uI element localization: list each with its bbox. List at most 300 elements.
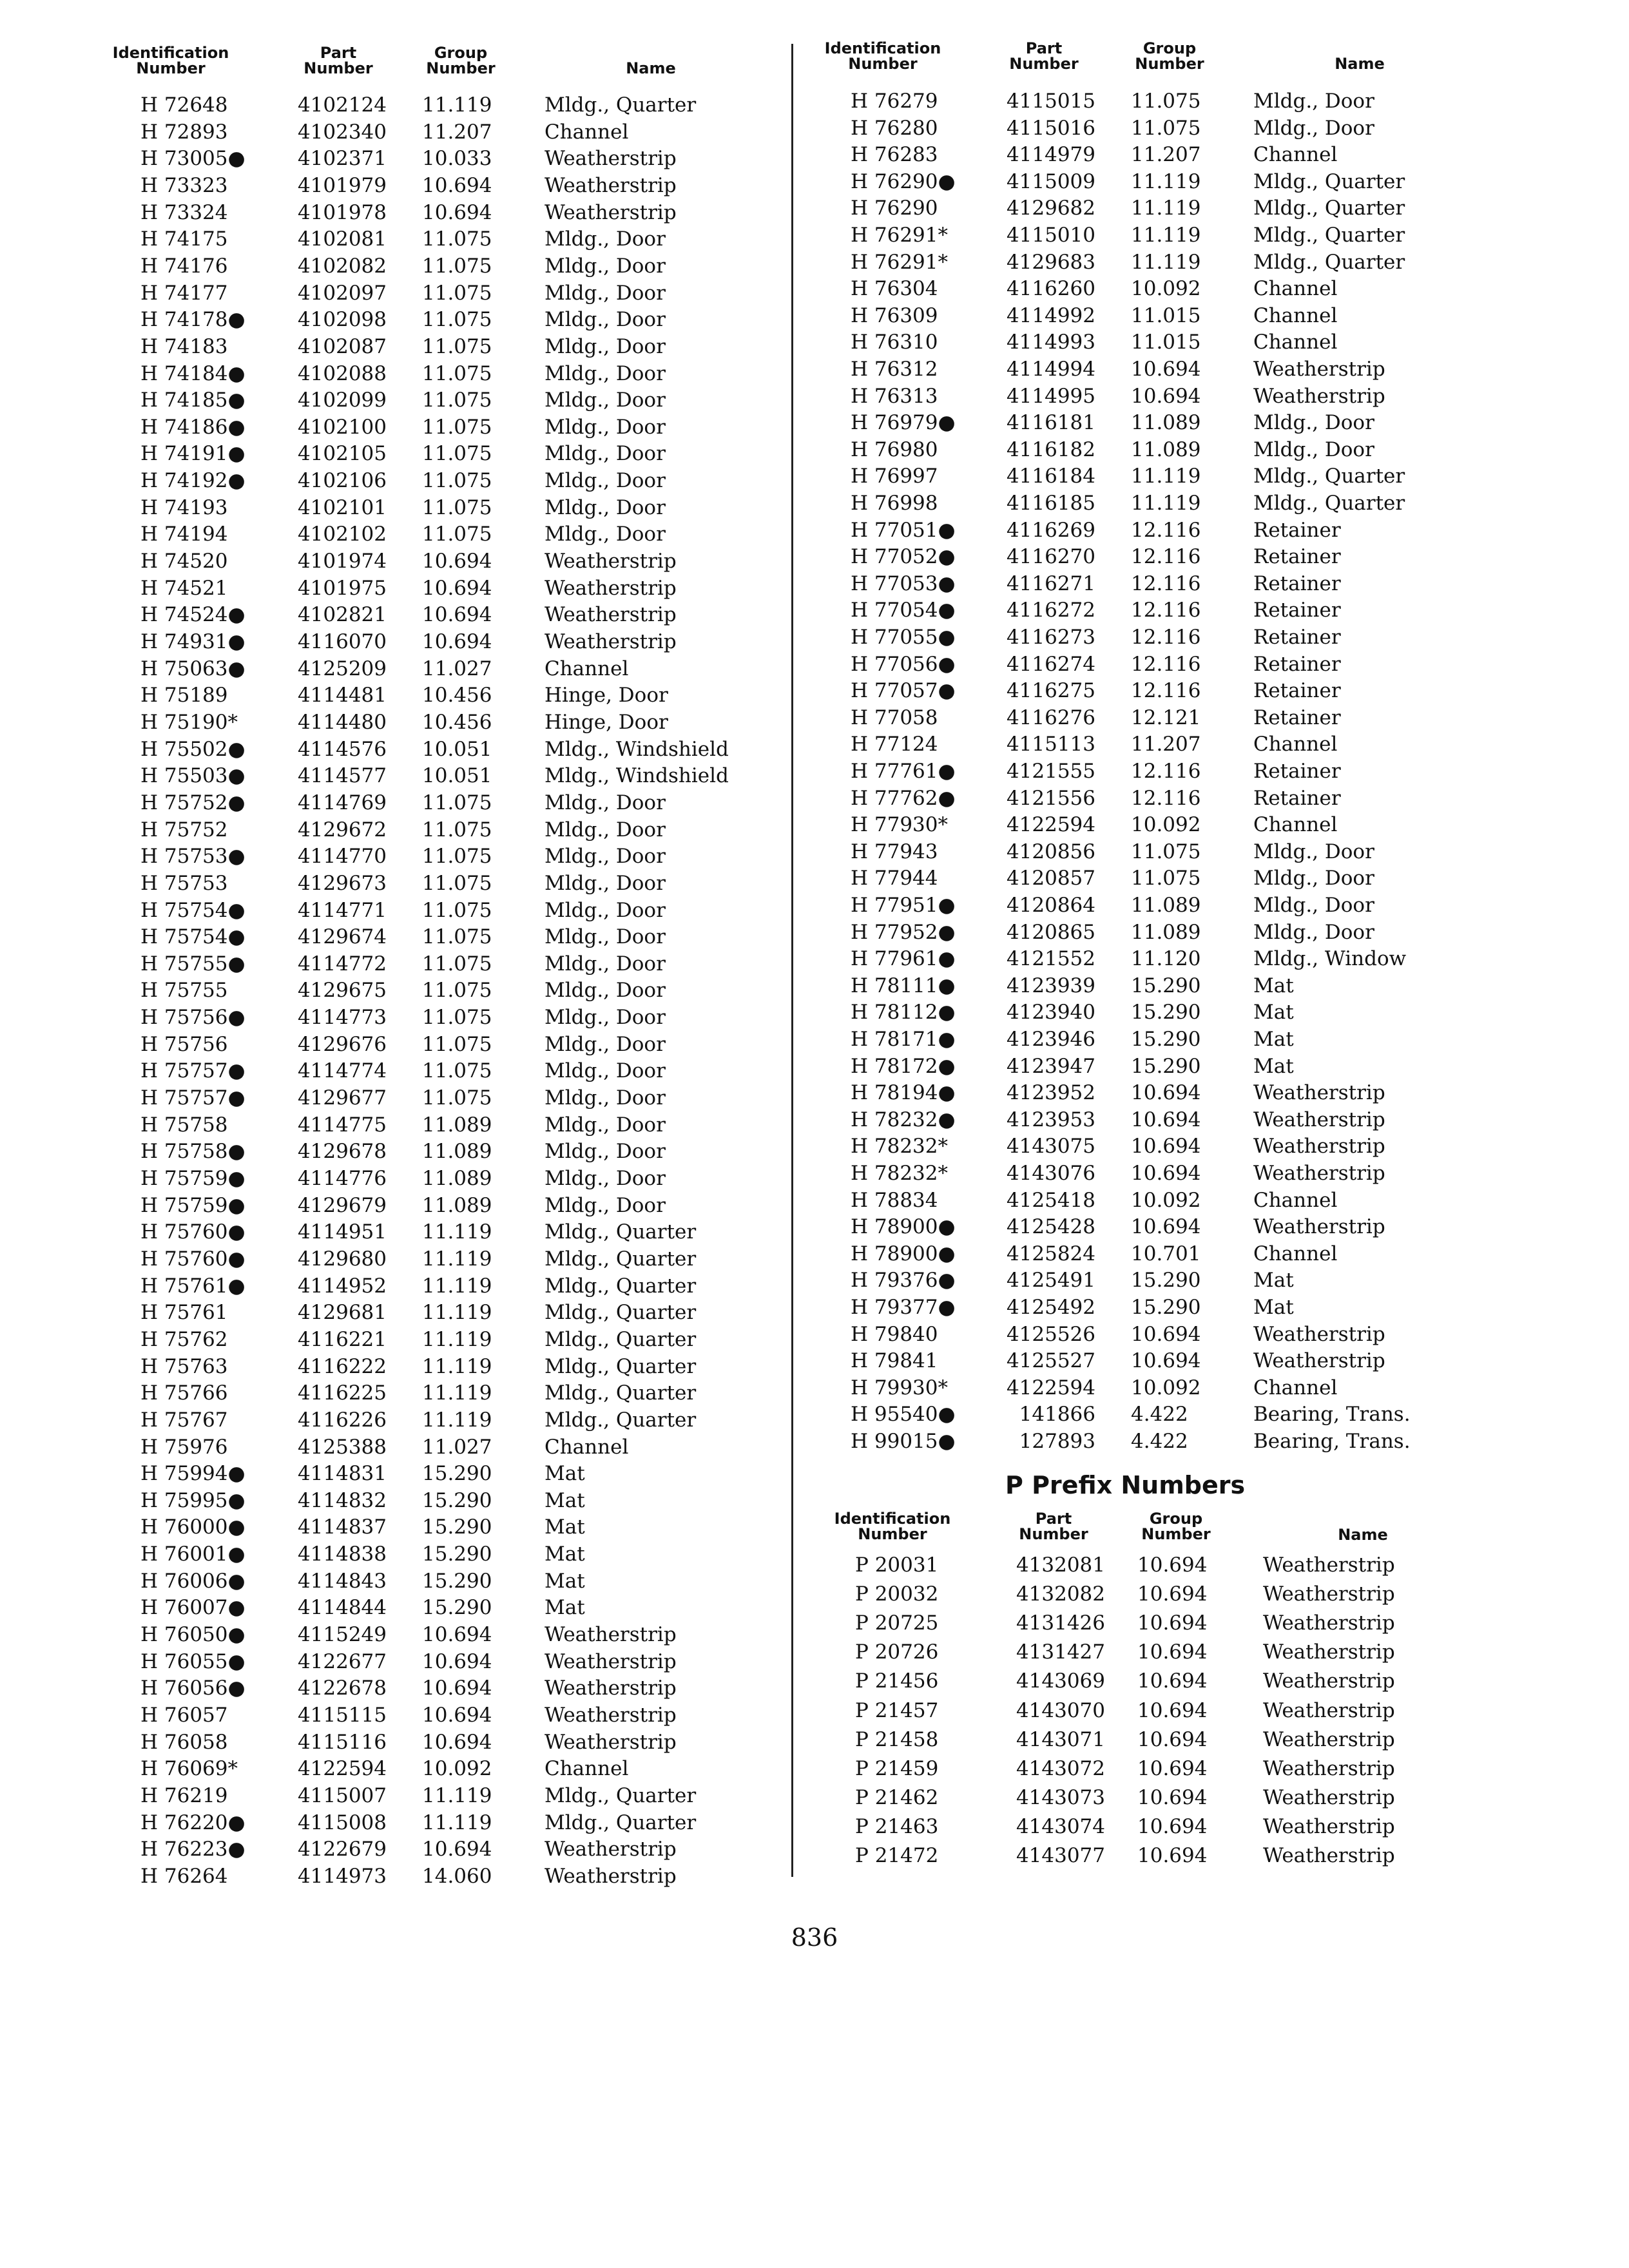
cell-part-number: 4102087 [297, 334, 387, 358]
cell-part-number: 4122677 [297, 1649, 387, 1673]
table-row [809, 88, 1472, 115]
cell-name: Weatherstrip [545, 550, 677, 573]
cell-group-number: 11.089 [1131, 920, 1201, 944]
cell-group-number: 11.207 [1131, 143, 1201, 167]
table-row [809, 705, 1472, 731]
cell-group-number: 11.075 [422, 334, 492, 358]
cell-name: Channel [1253, 1188, 1338, 1212]
cell-part-number: 4114831 [297, 1462, 387, 1486]
table-row [809, 410, 1472, 436]
table-row [97, 1702, 741, 1729]
cell-group-number: 15.290 [422, 1515, 492, 1539]
cell-name: Mldg., Door [545, 442, 666, 466]
table-row [97, 1380, 741, 1407]
cell-part-number: 4120864 [1006, 894, 1095, 917]
cell-group-number: 10.694 [1137, 1727, 1208, 1751]
cell-group-number: 10.051 [422, 764, 492, 788]
cell-name: Channel [1253, 733, 1338, 756]
cell-group-number: 10.092 [422, 1757, 492, 1781]
table-row [809, 195, 1472, 222]
cell-name: Weatherstrip [1253, 1322, 1385, 1346]
cell-name: Channel [545, 120, 629, 144]
cell-group-number: 12.116 [1131, 572, 1201, 595]
cell-name: Mldg., Door [1253, 867, 1374, 890]
cell-group-number: 11.075 [422, 791, 492, 814]
table-row [809, 1321, 1472, 1348]
cell-identification-number: H 77056● [851, 652, 956, 676]
cell-identification-number: H 76980 [851, 437, 938, 461]
table-row [809, 1552, 1472, 1579]
cell-part-number: 4114769 [297, 791, 387, 814]
cell-group-number: 10.694 [422, 550, 492, 573]
cell-group-number: 10.694 [422, 200, 492, 224]
cell-name: Weatherstrip [1263, 1611, 1395, 1635]
cell-identification-number: P 20031 [855, 1553, 939, 1577]
table-row [97, 441, 741, 467]
cell-name: Mldg., Door [1253, 894, 1374, 917]
cell-group-number: 11.075 [422, 871, 492, 895]
cell-part-number: 4116184 [1006, 465, 1095, 488]
cell-name: Weatherstrip [1263, 1844, 1395, 1867]
cell-group-number: 10.694 [1137, 1785, 1208, 1809]
cell-name: Weatherstrip [545, 1838, 677, 1861]
table-row [97, 1032, 741, 1058]
table-row [97, 1246, 741, 1273]
cell-name: Hinge, Door [545, 710, 668, 734]
cell-group-number: 11.075 [422, 979, 492, 1003]
cell-name: Mldg., Quarter [545, 1247, 697, 1271]
table-row [809, 1294, 1472, 1321]
cell-identification-number: H 76291* [851, 250, 949, 274]
cell-name: Weatherstrip [545, 1864, 677, 1888]
cell-identification-number: H 77930* [851, 813, 949, 837]
table-row [97, 1193, 741, 1219]
cell-part-number: 4102097 [297, 281, 387, 305]
table-row [97, 1810, 741, 1836]
cell-identification-number: H 75503● [140, 764, 246, 788]
cell-name: Mldg., Quarter [545, 1381, 697, 1405]
header-name: Name [1335, 55, 1385, 73]
cell-part-number: 4102102 [297, 523, 387, 546]
cell-identification-number: H 75502● [140, 737, 246, 761]
table-row [97, 1085, 741, 1111]
cell-group-number: 10.694 [422, 1704, 492, 1727]
cell-group-number: 11.119 [422, 1327, 492, 1351]
cell-group-number: 10.694 [1131, 1108, 1201, 1131]
cell-part-number: 4114772 [297, 952, 387, 975]
cell-identification-number: H 73005● [140, 147, 246, 171]
table-row [809, 919, 1472, 946]
table-row [809, 1756, 1472, 1782]
cell-group-number: 11.089 [1131, 411, 1201, 435]
cell-group-number: 11.075 [422, 1032, 492, 1056]
cell-group-number: 11.119 [422, 1220, 492, 1244]
cell-part-number: 4116273 [1006, 626, 1095, 649]
cell-group-number: 11.089 [1131, 437, 1201, 461]
cell-identification-number: H 75762 [140, 1327, 228, 1351]
cell-group-number: 10.694 [1131, 1322, 1201, 1346]
cell-identification-number: P 20032 [855, 1582, 939, 1606]
table-row [97, 548, 741, 575]
cell-part-number: 4143069 [1016, 1669, 1105, 1693]
table-row [809, 624, 1472, 651]
cell-part-number: 4132082 [1016, 1582, 1105, 1606]
cell-part-number: 4132081 [1016, 1553, 1105, 1577]
cell-identification-number: H 75752 [140, 818, 228, 841]
cell-group-number: 12.116 [1131, 626, 1201, 649]
cell-part-number: 4102340 [297, 120, 387, 144]
cell-part-number: 4129683 [1006, 250, 1095, 274]
cell-part-number: 4122594 [297, 1757, 387, 1781]
header-identification-number: Identification Number [824, 39, 941, 73]
cell-part-number: 4125492 [1006, 1296, 1095, 1319]
cell-identification-number: H 76000● [140, 1515, 246, 1539]
cell-part-number: 4114774 [297, 1059, 387, 1083]
table-row [97, 307, 741, 333]
cell-group-number: 11.075 [422, 1006, 492, 1030]
cell-group-number: 10.694 [422, 1838, 492, 1861]
cell-part-number: 4102100 [297, 415, 387, 439]
cell-group-number: 10.092 [1131, 277, 1201, 301]
cell-group-number: 10.456 [422, 684, 492, 707]
cell-part-number: 4125491 [1006, 1269, 1095, 1293]
cell-part-number: 4116275 [1006, 679, 1095, 703]
cell-part-number: 4101974 [297, 550, 387, 573]
cell-identification-number: H 77944 [851, 867, 938, 890]
cell-part-number: 4129679 [297, 1193, 387, 1217]
cell-identification-number: H 76056● [140, 1677, 246, 1700]
cell-part-number: 4121552 [1006, 947, 1095, 971]
table-row [97, 1461, 741, 1487]
cell-group-number: 11.119 [422, 1408, 492, 1432]
cell-name: Mldg., Door [545, 898, 666, 922]
cell-part-number: 4116222 [297, 1354, 387, 1378]
table-row [97, 843, 741, 870]
cell-name: Weatherstrip [545, 1623, 677, 1647]
cell-group-number: 11.089 [422, 1167, 492, 1190]
cell-identification-number: H 99015● [851, 1430, 956, 1453]
cell-part-number: 4102098 [297, 308, 387, 332]
cell-part-number: 4131426 [1016, 1611, 1105, 1635]
cell-part-number: 4125526 [1006, 1322, 1095, 1346]
table-row [809, 142, 1472, 168]
cell-part-number: 4129674 [297, 925, 387, 949]
cell-group-number: 12.116 [1131, 599, 1201, 622]
table-row [809, 1348, 1472, 1374]
cell-part-number: 4114837 [297, 1515, 387, 1539]
cell-part-number: 4122678 [297, 1677, 387, 1700]
cell-identification-number: H 74192● [140, 469, 246, 493]
cell-group-number: 12.116 [1131, 786, 1201, 810]
cell-name: Channel [545, 1435, 629, 1459]
cell-identification-number: P 20725 [855, 1611, 939, 1635]
cell-identification-number: H 74524● [140, 603, 246, 627]
cell-group-number: 10.694 [1131, 358, 1201, 381]
cell-identification-number: P 21463 [855, 1814, 939, 1838]
cell-identification-number: H 75752● [140, 791, 246, 814]
cell-identification-number: H 76219 [140, 1783, 228, 1807]
cell-part-number: 4123953 [1006, 1108, 1095, 1131]
cell-group-number: 10.694 [1137, 1844, 1208, 1867]
cell-name: Weatherstrip [1253, 1108, 1385, 1131]
cell-identification-number: H 76223● [140, 1838, 246, 1861]
table-row [97, 1675, 741, 1702]
header-part-number: Part Number [304, 44, 373, 77]
cell-part-number: 4129682 [1006, 197, 1095, 220]
cell-identification-number: H 75756● [140, 1006, 246, 1030]
cell-identification-number: H 76001● [140, 1542, 246, 1566]
header-name: Name [626, 59, 676, 77]
cell-identification-number: P 21457 [855, 1698, 939, 1722]
table-row [809, 892, 1472, 919]
cell-group-number: 11.119 [1131, 250, 1201, 274]
table-row [809, 1843, 1472, 1869]
cell-group-number: 10.033 [422, 147, 492, 171]
table-row [97, 1622, 741, 1648]
table-row [809, 1581, 1472, 1608]
cell-identification-number: H 76057 [140, 1704, 228, 1727]
cell-part-number: 4116271 [1006, 572, 1095, 595]
table-row [809, 1698, 1472, 1724]
table-row [97, 736, 741, 763]
table-row [97, 1273, 741, 1300]
cell-identification-number: P 21462 [855, 1785, 939, 1809]
table-row [809, 785, 1472, 812]
cell-group-number: 11.089 [422, 1113, 492, 1137]
table-row [809, 1053, 1472, 1080]
cell-part-number: 4116276 [1006, 706, 1095, 729]
cell-group-number: 10.694 [422, 630, 492, 653]
cell-identification-number: H 78232* [851, 1135, 949, 1158]
table-row [809, 329, 1472, 356]
cell-part-number: 4143072 [1016, 1756, 1105, 1780]
table-row [97, 709, 741, 736]
table-row [97, 1756, 741, 1782]
cell-group-number: 11.120 [1131, 947, 1201, 971]
cell-identification-number: H 72648 [140, 93, 228, 117]
cell-name: Retainer [1253, 706, 1341, 729]
cell-identification-number: H 75753 [140, 871, 228, 895]
table-row [809, 249, 1472, 276]
cell-identification-number: P 21459 [855, 1756, 939, 1780]
cell-name: Mldg., Quarter [1253, 197, 1405, 220]
cell-part-number: 4114843 [297, 1569, 387, 1593]
cell-part-number: 4114994 [1006, 358, 1095, 381]
cell-group-number: 12.121 [1131, 706, 1201, 729]
cell-group-number: 15.290 [422, 1569, 492, 1593]
table-row [97, 1783, 741, 1809]
cell-group-number: 10.694 [1131, 1081, 1201, 1105]
cell-part-number: 4143074 [1016, 1814, 1105, 1838]
cell-group-number: 10.694 [422, 1730, 492, 1754]
cell-name: Retainer [1253, 626, 1341, 649]
cell-identification-number: H 76055● [140, 1649, 246, 1673]
cell-group-number: 12.116 [1131, 760, 1201, 783]
table-row [97, 1327, 741, 1353]
cell-name: Retainer [1253, 760, 1341, 783]
cell-identification-number: H 79377● [851, 1296, 956, 1319]
cell-name: Weatherstrip [1263, 1698, 1395, 1722]
cell-part-number: 4102088 [297, 361, 387, 385]
cell-name: Weatherstrip [1263, 1814, 1395, 1838]
cell-part-number: 4115009 [1006, 169, 1095, 193]
table-row [809, 1080, 1472, 1106]
cell-group-number: 11.075 [422, 389, 492, 412]
cell-group-number: 11.119 [422, 1381, 492, 1405]
cell-part-number: 4102106 [297, 469, 387, 493]
cell-identification-number: P 21458 [855, 1727, 939, 1751]
table-row [97, 977, 741, 1004]
cell-name: Mldg., Quarter [545, 1327, 697, 1351]
cell-group-number: 15.290 [1131, 1296, 1201, 1319]
cell-name: Channel [1253, 143, 1338, 167]
cell-identification-number: H 78194● [851, 1081, 956, 1105]
cell-part-number: 4102081 [297, 227, 387, 251]
cell-identification-number: H 76220● [140, 1811, 246, 1834]
table-row [97, 1541, 741, 1568]
cell-identification-number: H 75758 [140, 1113, 228, 1137]
cell-group-number: 11.075 [422, 442, 492, 466]
table-row [809, 1187, 1472, 1214]
cell-group-number: 11.119 [422, 1247, 492, 1271]
cell-name: Weatherstrip [1263, 1669, 1395, 1693]
cell-group-number: 15.290 [1131, 1028, 1201, 1051]
cell-identification-number: H 78834 [851, 1188, 938, 1212]
table-row [809, 812, 1472, 838]
cell-name: Weatherstrip [545, 603, 677, 627]
cell-group-number: 11.075 [1131, 90, 1201, 113]
cell-group-number: 11.089 [1131, 894, 1201, 917]
cell-name: Mldg., Door [545, 1059, 666, 1083]
cell-identification-number: H 76007● [140, 1596, 246, 1620]
cell-identification-number: H 77952● [851, 920, 956, 944]
cell-name: Mldg., Door [545, 1086, 666, 1110]
cell-group-number: 11.119 [422, 1301, 492, 1325]
cell-name: Mldg., Quarter [545, 1408, 697, 1432]
cell-name: Channel [1253, 331, 1338, 354]
cell-identification-number: H 75753● [140, 845, 246, 869]
cell-identification-number: H 76304 [851, 277, 938, 301]
cell-name: Mldg., Quarter [545, 1354, 697, 1378]
cell-part-number: 4131427 [1016, 1640, 1105, 1664]
cell-name: Weatherstrip [1263, 1582, 1395, 1606]
table-row [97, 1112, 741, 1139]
cell-group-number: 10.694 [1137, 1582, 1208, 1606]
cell-part-number: 4116221 [297, 1327, 387, 1351]
cell-part-number: 4123940 [1006, 1001, 1095, 1024]
header-part-number: Part Number [1009, 39, 1079, 73]
cell-identification-number: H 77057● [851, 679, 956, 703]
cell-identification-number: H 73323 [140, 173, 228, 197]
cell-part-number: 4102099 [297, 389, 387, 412]
cell-group-number: 10.694 [1137, 1611, 1208, 1635]
table-row [97, 1058, 741, 1084]
cell-group-number: 10.694 [1137, 1814, 1208, 1838]
cell-name: Mldg., Quarter [1253, 492, 1405, 515]
cell-part-number: 4129675 [297, 979, 387, 1003]
table-row [97, 280, 741, 307]
cell-group-number: 14.060 [422, 1864, 492, 1888]
cell-name: Retainer [1253, 786, 1341, 810]
cell-name: Mldg., Door [545, 1193, 666, 1217]
cell-group-number: 11.119 [422, 1274, 492, 1298]
cell-part-number: 4122594 [1006, 813, 1095, 837]
cell-name: Mldg., Door [545, 415, 666, 439]
cell-identification-number: H 75189 [140, 684, 228, 707]
table-row [809, 1610, 1472, 1637]
column-divider [791, 44, 793, 1877]
cell-name: Mldg., Quarter [545, 1301, 697, 1325]
table-row [97, 226, 741, 253]
cell-name: Mat [545, 1488, 585, 1512]
cell-group-number: 10.694 [1137, 1669, 1208, 1693]
cell-group-number: 10.694 [1137, 1698, 1208, 1722]
table-row [809, 1107, 1472, 1133]
table-row [809, 222, 1472, 249]
cell-identification-number: H 74193 [140, 495, 228, 519]
cell-identification-number: H 76290● [851, 169, 956, 193]
table-row [809, 169, 1472, 195]
table-row [809, 115, 1472, 142]
cell-name: Channel [545, 1757, 629, 1781]
table-row [809, 1727, 1472, 1753]
cell-group-number: 11.075 [422, 415, 492, 439]
cell-group-number: 11.075 [422, 361, 492, 385]
cell-name: Mat [545, 1515, 585, 1539]
cell-part-number: 4116272 [1006, 599, 1095, 622]
cell-part-number: 4114832 [297, 1488, 387, 1512]
cell-name: Mldg., Door [1253, 116, 1374, 140]
cell-name: Weatherstrip [1253, 1215, 1385, 1239]
cell-part-number: 4122594 [1006, 1376, 1095, 1399]
cell-part-number: 4116225 [297, 1381, 387, 1405]
cell-name: Mldg., Window [1253, 947, 1407, 971]
cell-identification-number: H 74183 [140, 334, 228, 358]
table-row [97, 1729, 741, 1756]
table-row [97, 414, 741, 441]
cell-name: Mldg., Door [545, 952, 666, 975]
cell-name: Weatherstrip [1253, 1162, 1385, 1185]
cell-part-number: 4121556 [1006, 786, 1095, 810]
cell-name: Mldg., Door [545, 1006, 666, 1030]
cell-identification-number: H 76280 [851, 116, 938, 140]
cell-identification-number: H 78112● [851, 1001, 956, 1024]
cell-part-number: 4114481 [297, 684, 387, 707]
cell-identification-number: H 75756 [140, 1032, 228, 1056]
cell-group-number: 10.694 [422, 576, 492, 600]
cell-group-number: 11.075 [1131, 867, 1201, 890]
cell-identification-number: H 77058 [851, 706, 938, 729]
table-row [97, 1836, 741, 1863]
table-row [809, 463, 1472, 490]
cell-identification-number: H 74521 [140, 576, 228, 600]
cell-group-number: 11.119 [1131, 465, 1201, 488]
table-row [97, 1595, 741, 1621]
cell-group-number: 15.290 [1131, 1054, 1201, 1078]
cell-identification-number: H 74191● [140, 442, 246, 466]
cell-name: Mldg., Quarter [545, 1783, 697, 1807]
table-row [97, 253, 741, 280]
table-row [809, 865, 1472, 892]
cell-identification-number: H 75063● [140, 657, 246, 680]
cell-identification-number: H 76264 [140, 1864, 228, 1888]
cell-name: Weatherstrip [1263, 1756, 1395, 1780]
cell-identification-number: H 77761● [851, 760, 956, 783]
cell-part-number: 4143073 [1016, 1785, 1105, 1809]
cell-group-number: 11.089 [422, 1140, 492, 1164]
cell-part-number: 4143071 [1016, 1727, 1105, 1751]
cell-name: Mldg., Door [1253, 840, 1374, 863]
